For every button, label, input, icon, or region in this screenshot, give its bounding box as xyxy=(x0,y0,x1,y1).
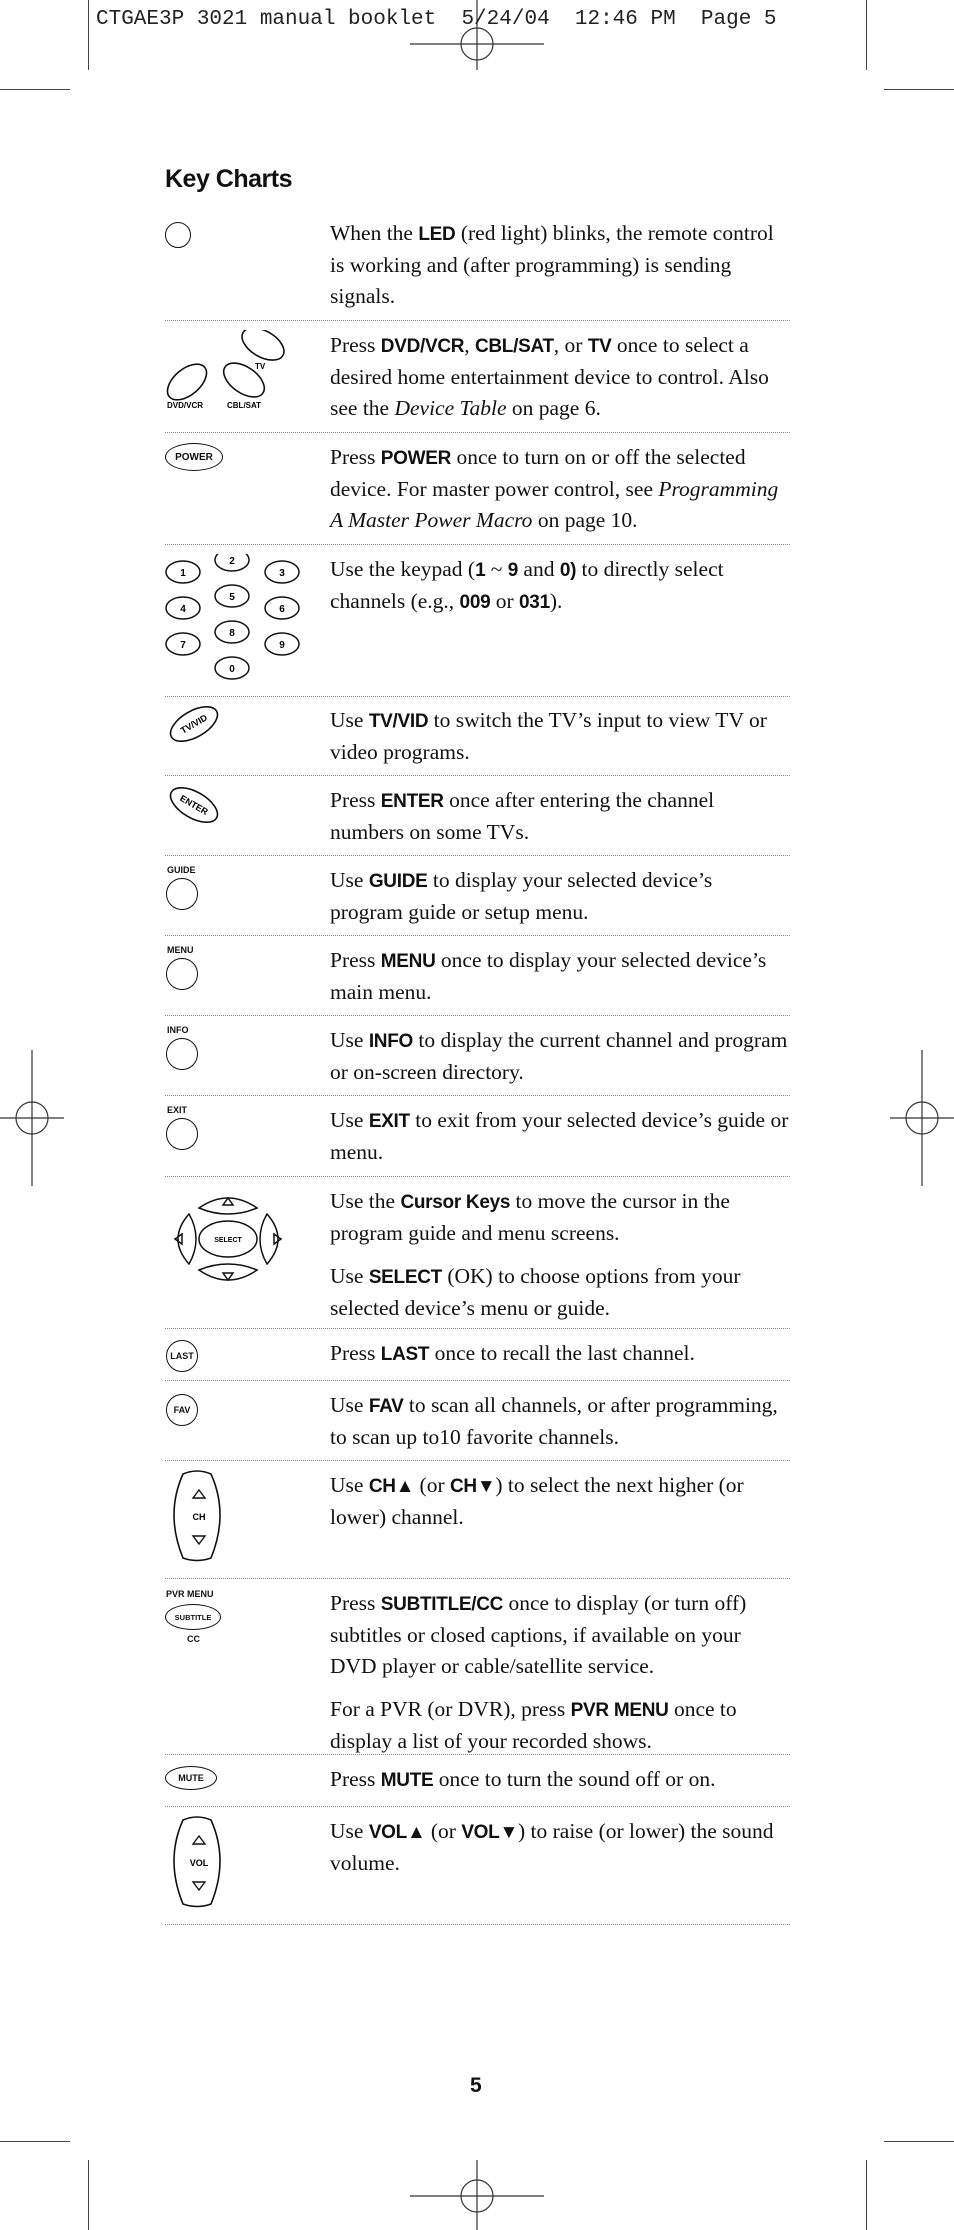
exit-button-icon xyxy=(166,1118,198,1150)
row-exit xyxy=(165,1105,790,1177)
key-5: 5 xyxy=(229,592,235,603)
row-mute xyxy=(165,1764,790,1807)
row-guide xyxy=(165,865,790,936)
row-vol-text: Use VOL▲ (or VOL▼) to raise (or lower) the sound volume. xyxy=(330,1819,774,1875)
key-2: 2 xyxy=(229,556,235,567)
exit-label: EXIT xyxy=(167,1105,188,1115)
select-text: Use SELECT (OK) to choose options from your selected device’s menu or guide. xyxy=(330,1264,741,1320)
row-exit-text: Use EXIT to exit from your selected device’s guide or menu. xyxy=(330,1108,789,1164)
key-9: 9 xyxy=(279,640,285,651)
cc-label: CC xyxy=(187,1634,200,1644)
ch-label: CH xyxy=(192,1512,206,1522)
row-enter-text: Press ENTER once after entering the channel numbers on some TVs. xyxy=(330,788,715,844)
row-vol xyxy=(165,1816,790,1925)
key-6: 6 xyxy=(279,604,285,615)
row-mute-text: Press MUTE once to turn the sound off or on. xyxy=(330,1767,716,1791)
select-label: SELECT xyxy=(214,1237,242,1244)
row-enter xyxy=(165,785,790,856)
last-button-icon: LAST xyxy=(166,1340,198,1372)
enter-label: ENTER xyxy=(178,793,210,817)
page-title: Key Charts xyxy=(165,165,292,193)
row-subtitle xyxy=(165,1588,790,1755)
row-led-text: When the LED (red light) blinks, the remote control is working and (after programming) is sending signals. xyxy=(330,221,774,308)
row-keypad xyxy=(165,554,790,697)
row-info-text: Use INFO to display the current channel and program or on-screen directory. xyxy=(330,1028,788,1084)
enter-button-icon xyxy=(165,785,225,831)
tvvid-label: TV/VID xyxy=(178,712,210,736)
menu-button-icon xyxy=(166,958,198,990)
row-cursor xyxy=(165,1186,790,1329)
row-cursor-text xyxy=(330,1186,790,1336)
subtitle-text: Press SUBTITLE/CC once to display (or turn off) subtitles or closed captions, if available on your DVD player or cable/satellite service. xyxy=(330,1591,747,1678)
row-last xyxy=(165,1338,790,1381)
vol-rocker-icon xyxy=(165,1816,235,1910)
row-subtitle-text xyxy=(330,1588,790,1769)
tvvid-button-icon xyxy=(165,705,225,745)
dvdvcr-label: DVD/VCR xyxy=(167,401,204,410)
cursor-text: Use the Cursor Keys to move the cursor in the program guide and menu screens. xyxy=(330,1189,730,1245)
row-fav-text: Use FAV to scan all channels, or after programming, to scan up to10 favorite channels. xyxy=(330,1393,778,1449)
keypad-icon xyxy=(165,554,315,684)
row-info xyxy=(165,1025,790,1096)
info-label: INFO xyxy=(167,1025,189,1035)
mute-button-icon: MUTE xyxy=(165,1766,217,1790)
info-button-icon xyxy=(166,1038,198,1070)
key-4: 4 xyxy=(180,604,186,615)
cblsat-label: CBL/SAT xyxy=(227,401,262,410)
row-tvvid xyxy=(165,705,790,776)
device-keys-icon xyxy=(165,330,315,410)
row-ch xyxy=(165,1470,790,1579)
row-ch-text: Use CH▲ (or CH▼) to select the next higher (or lower) channel. xyxy=(330,1473,744,1529)
row-menu xyxy=(165,945,790,1016)
row-power xyxy=(165,442,790,545)
row-guide-text: Use GUIDE to display your selected device’s program guide or setup menu. xyxy=(330,868,713,924)
menu-label: MENU xyxy=(167,945,194,955)
pvrmenu-label: PVR MENU xyxy=(166,1589,214,1599)
pvr-text: For a PVR (or DVR), press PVR MENU once to display a list of your recorded shows. xyxy=(330,1697,737,1753)
page-number: 5 xyxy=(470,2074,482,2097)
key-8: 8 xyxy=(229,628,235,639)
vol-label: VOL xyxy=(189,1858,209,1868)
row-menu-text: Press MENU once to display your selected device’s main menu. xyxy=(330,948,767,1004)
key-7: 7 xyxy=(180,640,186,651)
row-led xyxy=(165,218,790,321)
led-icon xyxy=(165,222,191,248)
key-1: 1 xyxy=(180,568,186,579)
row-tvvid-text: Use TV/VID to switch the TV’s input to view TV or video programs. xyxy=(330,708,767,764)
fav-button-icon: FAV xyxy=(166,1394,198,1426)
ch-rocker-icon xyxy=(165,1470,235,1564)
tv-label: TV xyxy=(255,362,266,371)
key-3: 3 xyxy=(279,568,285,579)
row-fav xyxy=(165,1390,790,1461)
row-device-text: Press DVD/VCR, CBL/SAT, or TV once to select a desired home entertainment device to control. Also see the Device Table on page 6. xyxy=(330,333,769,420)
row-keypad-text: Use the keypad (1 ~ 9 and 0) to directly select channels (e.g., 009 or 031). xyxy=(330,557,724,613)
subtitle-button-icon: SUBTITLE xyxy=(165,1604,221,1630)
print-header: CTGAE3P 3021 manual booklet 5/24/04 12:46 PM Page 5 xyxy=(96,8,777,31)
row-device xyxy=(165,330,790,433)
power-button-icon: POWER xyxy=(165,443,223,471)
row-last-text: Press LAST once to recall the last channel. xyxy=(330,1341,695,1365)
cursor-pad-icon xyxy=(165,1186,305,1298)
row-power-text: Press POWER once to turn on or off the selected device. For master power control, see Programming A Master Power Macro on page 10. xyxy=(330,445,779,532)
guide-label: GUIDE xyxy=(167,865,196,875)
guide-button-icon xyxy=(166,878,198,910)
key-0: 0 xyxy=(229,664,235,675)
